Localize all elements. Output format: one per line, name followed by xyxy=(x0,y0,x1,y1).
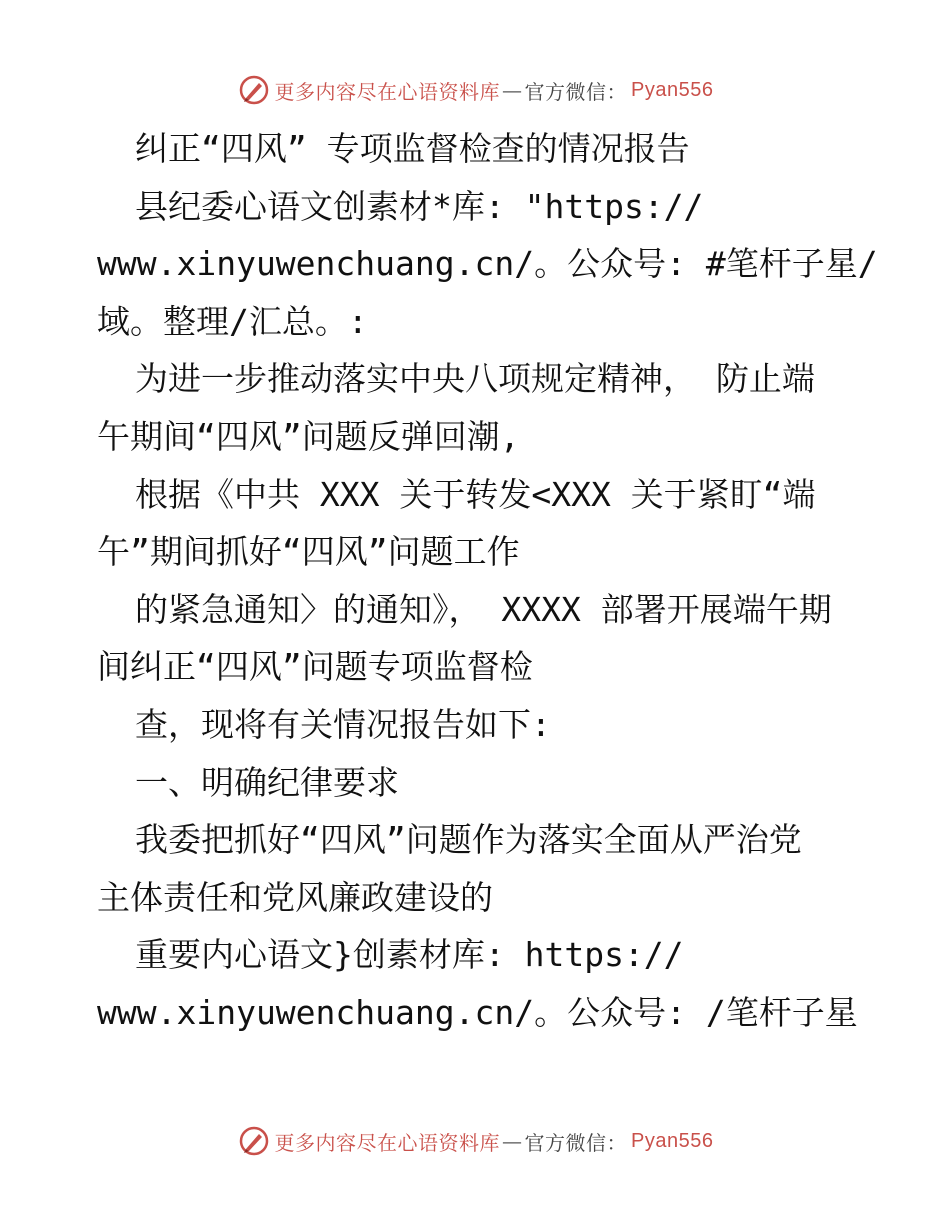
banner-wechat-id: Pyan556 xyxy=(631,78,714,101)
document-line: 查，现将有关情况报告如下: xyxy=(135,704,551,744)
banner-text: 更多内容尽在心语资料库 xyxy=(274,1130,501,1155)
banner-wechat-label: 官方微信： xyxy=(524,79,628,104)
pen-logo-icon xyxy=(237,73,271,107)
document-line: www.xinyuwenchuang.cn/。公众号: #笔杆子星/ xyxy=(97,244,878,284)
document-line: www.xinyuwenchuang.cn/。公众号: /笔杆子星 xyxy=(97,992,858,1032)
banner-text: 更多内容尽在心语资料库 xyxy=(274,79,501,104)
document-line: 为进一步推动落实中央八项规定精神， 防止端 xyxy=(135,359,815,399)
document-line: 县纪委心语文创素材*库: "https:// xyxy=(135,186,704,226)
footer-banner xyxy=(0,1121,950,1161)
header-banner xyxy=(0,70,950,110)
document-line: 主体责任和党风廉政建设的 xyxy=(97,877,493,917)
banner-separator: — xyxy=(502,1129,523,1153)
document-line: 重要内心语文}创素材库: https:// xyxy=(135,935,684,975)
document-line: 纠正“四风” 专项监督检查的情况报告 xyxy=(135,129,690,168)
document-line: 域。整理/汇总。: xyxy=(97,301,368,341)
banner-wechat-id: Pyan556 xyxy=(631,1129,714,1152)
banner-separator: — xyxy=(502,78,523,102)
document-line: 午期间“四风”问题反弹回潮, xyxy=(97,416,520,456)
document-line: 根据《中共 XXX 关于转发<XXX 关于紧盯“端 xyxy=(135,474,816,514)
document-line: 一、明确纪律要求 xyxy=(135,762,399,802)
banner-wechat-label: 官方微信： xyxy=(524,1130,628,1155)
document-line: 间纠正“四风”问题专项监督检 xyxy=(97,647,533,687)
document-body xyxy=(97,120,877,1042)
document-line: 的紧急通知〉的通知》， XXXX 部署开展端午期 xyxy=(135,589,832,629)
document-line: 我委把抓好“四风”问题作为落实全面从严治党 xyxy=(135,820,802,860)
pen-logo-icon xyxy=(237,1124,271,1158)
document-line: 午”期间抓好“四风”问题工作 xyxy=(97,532,520,572)
